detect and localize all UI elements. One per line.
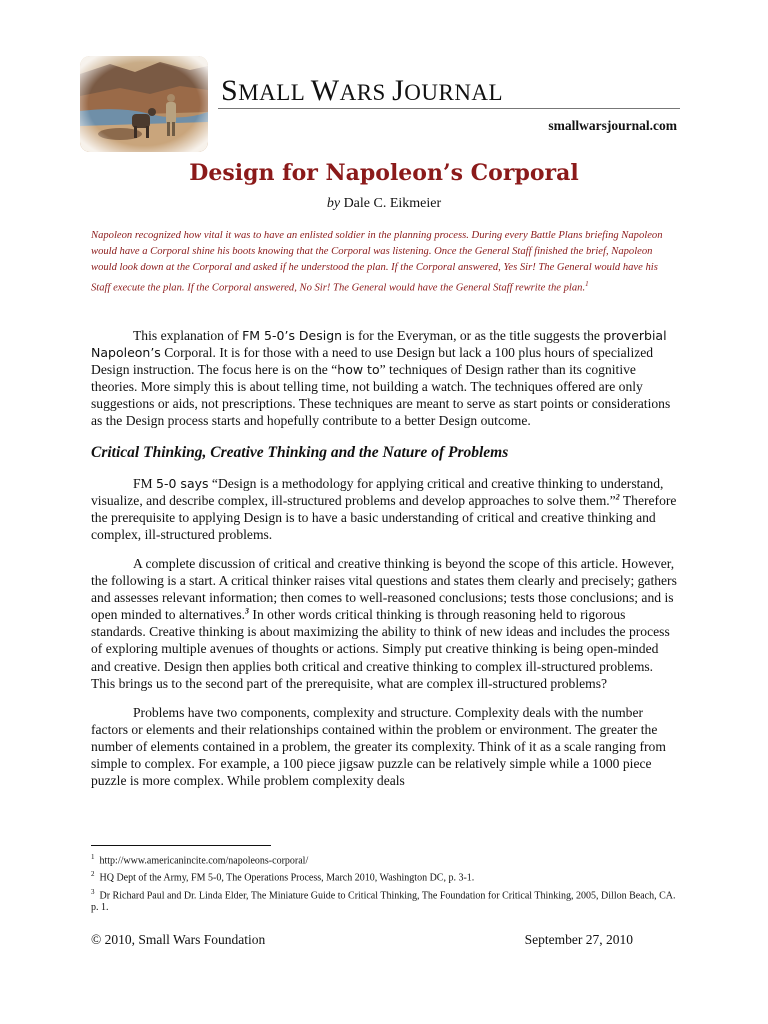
footnote-2-text: HQ Dept of the Army, FM 5-0, The Operations Process, March 2010, Washington DC, p. 3-1.	[99, 872, 475, 884]
article-title: Design for Napoleon’s Corporal	[189, 160, 579, 186]
epigraph	[91, 228, 679, 297]
epigraph-text: Napoleon recognized how vital it was to have an enlisted soldier in the planning process. During every Battle Plans briefing Napoleon would have a Corporal shine his boots knowing that the Corporal was listening. Once the General Staff finished the brief, Napoleon would look down at the Corporal and asked if he understood the plan. If the Corporal answered, Yes Sir! The General would have his Staff execute the plan. If the Corporal answered, No Sir! The General would have the General Staff rewrite the plan.	[91, 230, 663, 294]
footnote-3-number: 3	[91, 887, 95, 896]
footnote-ref-3: 3	[245, 606, 250, 616]
footer-date: September 27, 2010	[524, 932, 633, 947]
p2-text-d: Therefore the prerequisite to applying Design is to have a basic understanding of critical and creative thinking and complex, ill-structured problems.	[91, 492, 677, 542]
p3-text-b: In other words critical thinking is through reasoning held to rigorous standards. Creative thinking is about maximizing the ability to think of new ideas and includes the process of exploring multiple avenues of thoughts or actions. Simply put creative thinking is being open-minded and creative. Design then applies both critical and creative thinking to complex ill-structured problems. This brings us to the second part of the prerequisite, what are complex ill-structured problems?	[91, 607, 670, 691]
journal-title-part: OURNAL	[404, 80, 504, 105]
p1-text-d: proverbial Napoleon’s	[91, 328, 667, 361]
p1-text-f: how to	[337, 362, 380, 378]
footnote-1	[91, 851, 681, 867]
journal-title-part: J	[392, 74, 405, 107]
section-heading: Critical Thinking, Creative Thinking and the Nature of Problems	[91, 443, 509, 461]
paragraph-1	[91, 327, 679, 430]
p1-text-b: FM 5-0’s Design	[242, 328, 343, 343]
p2-text-c: “Design is a methodology for applying critical and creative thinking to understand, visualize, and describe complex, ill-structured problems and develop approaches to solve them.”	[91, 475, 664, 508]
footnotes	[91, 851, 681, 915]
byline-author: Dale C. Eikmeier	[343, 196, 442, 211]
p1-text-a: This explanation of	[133, 328, 243, 343]
p1-text-e: Corporal. It is for those with a need to use Design but lack a 100 plus hours of specialized Design instruction. The focus here is on the “	[91, 345, 654, 378]
header-rule	[218, 108, 680, 109]
paragraph-4: Problems have two components, complexity and structure. Complexity deals with the number factors or elements and their relationships contained within the problem or environment. The greater the number of elements contained in a problem, the greater its complexity. Think of it as a scale ranging from simple to complex. For example, a 100 piece jigsaw puzzle can be relatively simple while a 1000 piece puzzle is more complex. While problem complexity deals	[91, 704, 666, 789]
journal-title-part: ARS	[339, 80, 393, 105]
footnote-2	[91, 868, 681, 884]
footnote-1-number: 1	[91, 853, 95, 861]
footer-copyright: © 2010, Small Wars Foundation	[91, 932, 266, 947]
site-url: smallwarsjournal.com	[548, 118, 677, 133]
footnote-2-number: 2	[91, 870, 95, 879]
byline-by: by	[326, 196, 341, 211]
p1-text-g: ” techniques of Design rather than its cognitive theories. More simply this is about telling time, not building a watch. The techniques offered are only suggestions or aids, not prescriptions. These techniques are meant to serve as start points or considerations as the Design process starts and hopefully contribute to a better Design outcome.	[91, 362, 671, 429]
journal-title	[221, 74, 503, 108]
journal-title-part: MALL	[238, 80, 311, 105]
footnote-ref-2: 2	[615, 492, 620, 502]
article-body	[91, 327, 679, 801]
journal-title-part: S	[221, 74, 239, 107]
journal-title-part: W	[310, 74, 340, 107]
p3-text-a: A complete discussion of critical and creative thinking is beyond the scope of this article. However, the following is a start. A critical thinker raises vital questions and states them clearly and precisely; gathers and assesses relevant information; then comes to well-reasoned conclusions; tests those conclusions; and is open minded to alternatives.	[91, 555, 677, 623]
p2-text-a: FM	[133, 475, 157, 491]
footnote-3-text: Dr Richard Paul and Dr. Linda Elder, The Miniature Guide to Critical Thinking, The Foundation for Critical Thinking, 2005, Dillon Beach, CA. p. 1.	[91, 889, 676, 913]
desert-soldier-image	[80, 56, 208, 152]
epigraph-footnote-ref: 1	[585, 280, 589, 288]
paragraph-2	[91, 475, 679, 543]
footnote-rule	[91, 845, 271, 846]
p1-text-c: is for the Everyman, or as the title suggests the	[342, 328, 604, 343]
footnote-3	[91, 886, 681, 914]
paragraph-3	[91, 555, 679, 692]
footnote-1-text: http://www.americanincite.com/napoleons-corporal/	[99, 855, 309, 867]
masthead-photo	[80, 56, 208, 152]
p2-text-b: 5-0 says	[156, 475, 209, 491]
byline	[0, 196, 768, 212]
